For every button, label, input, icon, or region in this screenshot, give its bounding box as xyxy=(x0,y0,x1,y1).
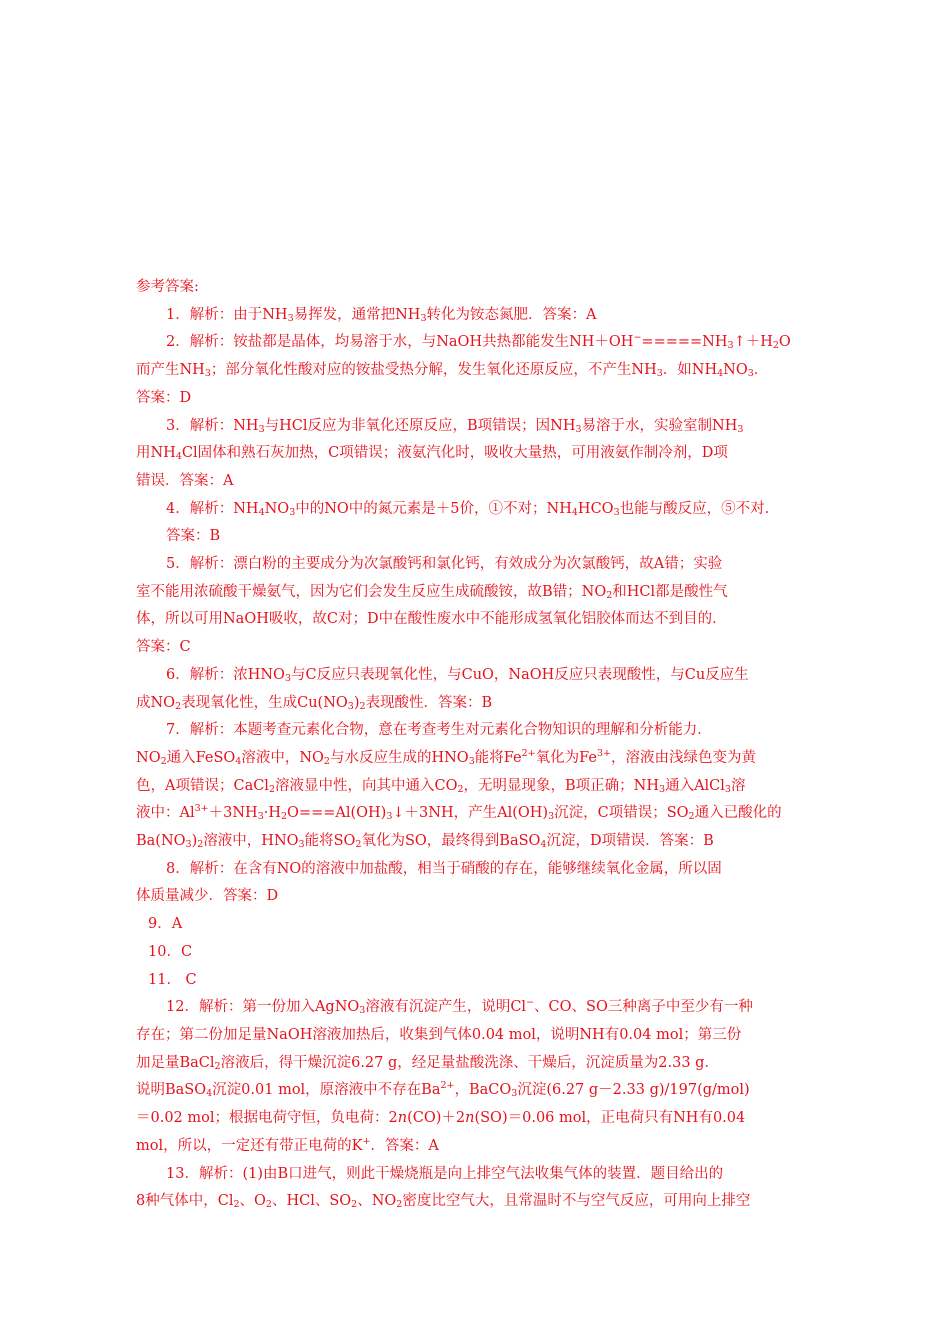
answers-heading: 参考答案: xyxy=(136,279,199,295)
answer-3-line-2: 用$NH_4Cl$固体和熟石灰加热，C项错误；液氨汽化时，吸收大量热，可用液氨作制冷剂，D项 xyxy=(136,445,728,463)
answer-2-line-3: 答案：D xyxy=(136,389,192,406)
answer-2-line-2: 而产生$NH_3$；部分氧化性酸对应的铵盐受热分解，发生氧化还原反应，不产生$NH_3$．如$NH_4NO_3$． xyxy=(136,362,769,380)
answer-4-line-1: 4．解析：$NH_4NO_3$中的NO中的氮元素是＋5价，①不对；$NH_4HCO_3$也能与酸反应，⑤不对． xyxy=(166,500,780,518)
answer-9: 9．A xyxy=(148,916,183,933)
answer-2-line-1: 2．解析：铵盐都是晶体，均易溶于水，与NaOH共热都能发生$NH+OH^-=====NH_3↑+H_2O$ xyxy=(166,332,791,352)
answer-3-line-3: 错误．答案：A xyxy=(136,472,234,489)
answer-7-line-5: $Ba(NO_3)_2$溶液中，$HNO_3$能将$SO_2$氧化为SO，最终得到BaSO$_4$沉淀，D项错误．答案：B xyxy=(136,833,714,851)
answer-6-line-1: 6．解析：浓$HNO_3$与C反应只表现氧化性，与CuO，NaOH反应只表现酸性，与Cu反应生 xyxy=(166,666,749,684)
answer-5-line-2: 室不能用浓硫酸干燥氨气，因为它们会发生反应生成硫酸铵，故B错；$NO_2$和HCl都是酸性气 xyxy=(136,583,728,601)
answer-6-line-2: 成$NO_2$表现氧化性，生成$Cu(NO_3)_2$表现酸性．答案：B xyxy=(136,694,493,712)
answer-11: 11． C xyxy=(148,971,197,988)
answer-8-line-2: 体质量减少．答案：D xyxy=(136,888,279,905)
answer-12-line-4: 说明BaSO$_4$沉淀0.01 mol，原溶液中不存在$Ba^{2+}$，BaCO$_3$沉淀(6.27 g－2.33 g)/197(g/mol) xyxy=(136,1080,750,1100)
answer-12-line-1: 12．解析：第一份加入AgNO$_3$溶液有沉淀产生，说明Cl−、CO、SO三种离子中至少有一种 xyxy=(166,997,753,1017)
answer-3-line-1: 3．解析：$NH_3$与HCl反应为非氧化还原反应，B项错误；因$NH_3$易溶于水，实验室制$NH_3$ xyxy=(166,417,744,435)
answer-10: 10．C xyxy=(148,943,193,960)
answer-document xyxy=(136,274,816,1216)
answer-7-line-1: 7．解析：本题考查元素化合物，意在考查考生对元素化合物知识的理解和分析能力． xyxy=(166,722,712,739)
answer-7-line-2: $NO_2$通入FeSO$_4$溶液中，$NO_2$与水反应生成的$HNO_3$能将$Fe^{2+}$氧化为$Fe^{3+}$，溶液由浅绿色变为黄 xyxy=(136,747,756,767)
answer-5-line-4: 答案：C xyxy=(136,639,191,656)
answer-12-line-6: mol，所以，一定还有带正电荷的K+．答案：A xyxy=(136,1135,439,1154)
answer-13-line-1: 13．解析：(1)由B口进气，则此干燥烧瓶是向上排空气法收集气体的装置．题目给出的 xyxy=(166,1165,724,1182)
answer-12-line-3: 加足量BaCl$_2$溶液后，得干燥沉淀6.27 g，经足量盐酸洗涤、干燥后，沉淀质量为2.33 g． xyxy=(136,1054,719,1072)
answer-7-line-4: 液中：$Al^{3+}+3NH_3\cdot H_2O===Al(OH)_3↓+3NH$，产生$Al(OH)_3$沉淀，C项错误；$SO_2$通入已酸化的 xyxy=(136,803,782,823)
answer-5-line-1: 5．解析：漂白粉的主要成分为次氯酸钙和氯化钙，有效成分为次氯酸钙，故A错；实验 xyxy=(166,556,723,573)
answer-8-line-1: 8．解析：在含有NO的溶液中加盐酸，相当于硝酸的存在，能够继续氧化金属，所以固 xyxy=(166,860,722,877)
answer-1: 1．解析：由于$NH_3$易挥发，通常把$NH_3$转化为铵态氮肥．答案：A xyxy=(166,306,597,324)
answer-12-line-5: ＝0.02 mol；根据电荷守恒，负电荷：2n(CO)＋2n(SO)＝0.06 mol，正电荷只有NH有0.04 xyxy=(136,1110,746,1127)
answer-12-line-2: 存在；第二份加足量NaOH溶液加热后，收集到气体0.04 mol，说明NH有0.04 mol；第三份 xyxy=(136,1026,742,1043)
answer-13-line-2: 8种气体中，$Cl_2$、$O_2$、HCl、$SO_2$、$NO_2$密度比空气大，且常温时不与空气反应，可用向上排空 xyxy=(136,1193,751,1211)
answer-7-line-3: 色，A项错误；CaCl$_2$溶液显中性，向其中通入$CO_2$，无明显现象，B项正确；$NH_3$通入AlCl$_3$溶 xyxy=(136,777,746,795)
answer-4-line-2: 答案：B xyxy=(166,528,221,545)
answer-5-line-3: 体，所以可用NaOH吸收，故C对；D中在酸性废水中不能形成氢氧化铝胶体而达不到目的． xyxy=(136,611,727,628)
